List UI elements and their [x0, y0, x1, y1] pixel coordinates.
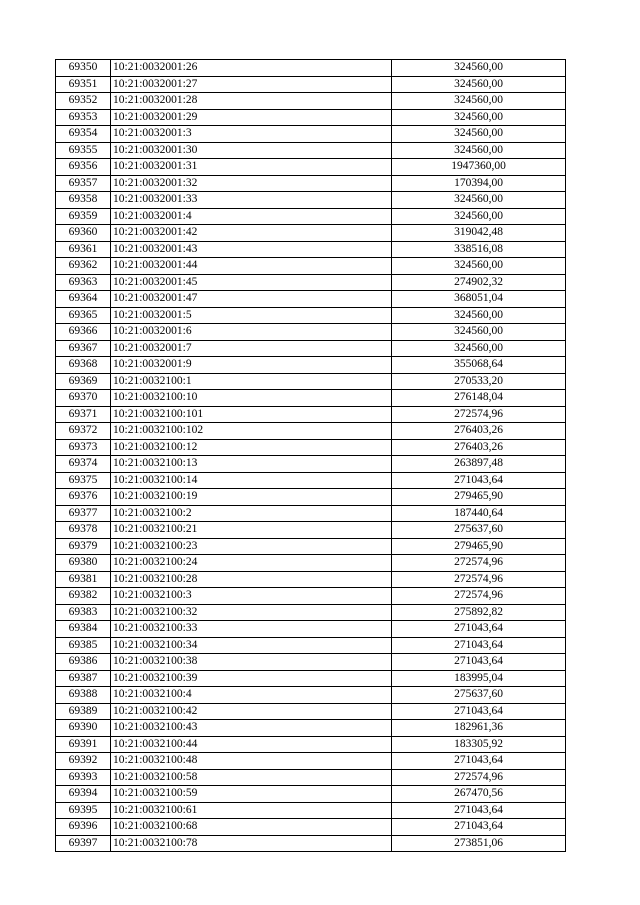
cadastral-value-cell: 275892,82: [392, 604, 566, 621]
row-number-cell: 69357: [56, 175, 111, 192]
cadastral-value-cell: 272574,96: [392, 555, 566, 572]
cadastral-value-cell: 271043,64: [392, 637, 566, 654]
cadastral-value-cell: 324560,00: [392, 324, 566, 341]
cadastral-number-cell: 10:21:0032001:43: [111, 241, 392, 258]
table-row: [56, 670, 566, 687]
row-number-cell: 69364: [56, 291, 111, 308]
cadastral-number-cell: 10:21:0032100:23: [111, 538, 392, 555]
cadastral-value-cell: 355068,64: [392, 357, 566, 374]
cadastral-value-cell: 275637,60: [392, 687, 566, 704]
cadastral-number-cell: 10:21:0032100:78: [111, 835, 392, 852]
row-number-cell: 69374: [56, 456, 111, 473]
table-row: [56, 621, 566, 638]
row-number-cell: 69369: [56, 373, 111, 390]
cadastral-number-cell: 10:21:0032001:6: [111, 324, 392, 341]
cadastral-value-cell: 263897,48: [392, 456, 566, 473]
row-number-cell: 69368: [56, 357, 111, 374]
cadastral-number-cell: 10:21:0032001:30: [111, 142, 392, 159]
row-number-cell: 69382: [56, 588, 111, 605]
cadastral-number-cell: 10:21:0032100:4: [111, 687, 392, 704]
table-row: [56, 819, 566, 836]
cadastral-value-cell: 272574,96: [392, 571, 566, 588]
table-row: [56, 736, 566, 753]
table-row: [56, 192, 566, 209]
row-number-cell: 69388: [56, 687, 111, 704]
cadastral-value-cell: 324560,00: [392, 340, 566, 357]
table-row: [56, 835, 566, 852]
cadastral-value-cell: 182961,36: [392, 720, 566, 737]
row-number-cell: 69366: [56, 324, 111, 341]
row-number-cell: 69384: [56, 621, 111, 638]
row-number-cell: 69389: [56, 703, 111, 720]
table-row: [56, 142, 566, 159]
table-row: [56, 274, 566, 291]
cadastral-value-cell: 324560,00: [392, 307, 566, 324]
cadastral-value-cell: 272574,96: [392, 769, 566, 786]
cadastral-number-cell: 10:21:0032100:42: [111, 703, 392, 720]
cadastral-value-cell: 324560,00: [392, 93, 566, 110]
cadastral-value-cell: 271043,64: [392, 654, 566, 671]
row-number-cell: 69396: [56, 819, 111, 836]
cadastral-value-cell: 271043,64: [392, 753, 566, 770]
row-number-cell: 69365: [56, 307, 111, 324]
row-number-cell: 69359: [56, 208, 111, 225]
cadastral-value-cell: 271043,64: [392, 819, 566, 836]
table-row: [56, 588, 566, 605]
cadastral-number-cell: 10:21:0032001:32: [111, 175, 392, 192]
cadastral-value-cell: 272574,96: [392, 406, 566, 423]
cadastral-value-cell: 324560,00: [392, 208, 566, 225]
row-number-cell: 69394: [56, 786, 111, 803]
table-row: [56, 340, 566, 357]
cadastral-number-cell: 10:21:0032100:32: [111, 604, 392, 621]
table-row: [56, 60, 566, 77]
row-number-cell: 69385: [56, 637, 111, 654]
cadastral-value-cell: 271043,64: [392, 621, 566, 638]
table-row: [56, 241, 566, 258]
row-number-cell: 69353: [56, 109, 111, 126]
cadastral-number-cell: 10:21:0032100:14: [111, 472, 392, 489]
cadastral-value-cell: 279465,90: [392, 489, 566, 506]
row-number-cell: 69376: [56, 489, 111, 506]
cadastral-value-cell: 324560,00: [392, 109, 566, 126]
table-row: [56, 208, 566, 225]
cadastral-number-cell: 10:21:0032100:44: [111, 736, 392, 753]
cadastral-number-cell: 10:21:0032100:10: [111, 390, 392, 407]
table-row: [56, 505, 566, 522]
cadastral-number-cell: 10:21:0032001:44: [111, 258, 392, 275]
cadastral-value-cell: 183995,04: [392, 670, 566, 687]
cadastral-value-cell: 271043,64: [392, 802, 566, 819]
cadastral-number-cell: 10:21:0032100:48: [111, 753, 392, 770]
cadastral-value-cell: 324560,00: [392, 126, 566, 143]
cadastral-number-cell: 10:21:0032100:2: [111, 505, 392, 522]
cadastral-value-cell: 368051,04: [392, 291, 566, 308]
row-number-cell: 69393: [56, 769, 111, 786]
table-row: [56, 159, 566, 176]
row-number-cell: 69372: [56, 423, 111, 440]
row-number-cell: 69358: [56, 192, 111, 209]
cadastral-number-cell: 10:21:0032001:33: [111, 192, 392, 209]
cadastral-value-cell: 183305,92: [392, 736, 566, 753]
cadastral-value-cell: 1947360,00: [392, 159, 566, 176]
row-number-cell: 69378: [56, 522, 111, 539]
table-row: [56, 93, 566, 110]
row-number-cell: 69367: [56, 340, 111, 357]
table-row: [56, 373, 566, 390]
cadastral-number-cell: 10:21:0032100:24: [111, 555, 392, 572]
cadastral-value-cell: 267470,56: [392, 786, 566, 803]
cadastral-value-cell: 276403,26: [392, 423, 566, 440]
table-row: [56, 439, 566, 456]
row-number-cell: 69397: [56, 835, 111, 852]
cadastral-value-cell: 324560,00: [392, 192, 566, 209]
cadastral-number-cell: 10:21:0032001:7: [111, 340, 392, 357]
table-row: [56, 687, 566, 704]
row-number-cell: 69361: [56, 241, 111, 258]
row-number-cell: 69391: [56, 736, 111, 753]
table-row: [56, 654, 566, 671]
row-number-cell: 69380: [56, 555, 111, 572]
cadastral-value-cell: 324560,00: [392, 142, 566, 159]
table-row: [56, 720, 566, 737]
cadastral-value-cell: 273851,06: [392, 835, 566, 852]
row-number-cell: 69381: [56, 571, 111, 588]
cadastral-number-cell: 10:21:0032100:19: [111, 489, 392, 506]
table-row: [56, 291, 566, 308]
row-number-cell: 69362: [56, 258, 111, 275]
cadastral-number-cell: 10:21:0032100:58: [111, 769, 392, 786]
cadastral-number-cell: 10:21:0032100:59: [111, 786, 392, 803]
cadastral-number-cell: 10:21:0032100:28: [111, 571, 392, 588]
row-number-cell: 69350: [56, 60, 111, 77]
cadastral-number-cell: 10:21:0032001:4: [111, 208, 392, 225]
cadastral-number-cell: 10:21:0032100:68: [111, 819, 392, 836]
row-number-cell: 69371: [56, 406, 111, 423]
row-number-cell: 69363: [56, 274, 111, 291]
row-number-cell: 69386: [56, 654, 111, 671]
table-row: [56, 406, 566, 423]
cadastral-number-cell: 10:21:0032100:1: [111, 373, 392, 390]
cadastral-number-cell: 10:21:0032001:47: [111, 291, 392, 308]
table-row: [56, 456, 566, 473]
row-number-cell: 69356: [56, 159, 111, 176]
cadastral-number-cell: 10:21:0032100:61: [111, 802, 392, 819]
row-number-cell: 69377: [56, 505, 111, 522]
row-number-cell: 69392: [56, 753, 111, 770]
table-row: [56, 522, 566, 539]
row-number-cell: 69390: [56, 720, 111, 737]
table-row: [56, 258, 566, 275]
table-row: [56, 538, 566, 555]
table-row: [56, 109, 566, 126]
cadastral-number-cell: 10:21:0032100:33: [111, 621, 392, 638]
table-row: [56, 175, 566, 192]
table-row: [56, 786, 566, 803]
cadastral-number-cell: 10:21:0032100:3: [111, 588, 392, 605]
table-row: [56, 769, 566, 786]
cadastral-value-cell: 170394,00: [392, 175, 566, 192]
table-row: [56, 423, 566, 440]
cadastral-number-cell: 10:21:0032001:45: [111, 274, 392, 291]
table-row: [56, 225, 566, 242]
cadastral-number-cell: 10:21:0032100:13: [111, 456, 392, 473]
table-row: [56, 126, 566, 143]
row-number-cell: 69355: [56, 142, 111, 159]
cadastral-number-cell: 10:21:0032100:39: [111, 670, 392, 687]
cadastral-value-cell: 274902,32: [392, 274, 566, 291]
row-number-cell: 69395: [56, 802, 111, 819]
cadastral-number-cell: 10:21:0032100:43: [111, 720, 392, 737]
cadastral-value-cell: 271043,64: [392, 472, 566, 489]
table-row: [56, 357, 566, 374]
cadastral-value-cell: 271043,64: [392, 703, 566, 720]
row-number-cell: 69352: [56, 93, 111, 110]
table-row: [56, 76, 566, 93]
cadastral-value-cell: 324560,00: [392, 76, 566, 93]
table-row: [56, 637, 566, 654]
table-row: [56, 390, 566, 407]
cadastral-number-cell: 10:21:0032100:34: [111, 637, 392, 654]
cadastral-number-cell: 10:21:0032100:101: [111, 406, 392, 423]
cadastral-value-cell: 187440,64: [392, 505, 566, 522]
row-number-cell: 69375: [56, 472, 111, 489]
cadastral-number-cell: 10:21:0032100:21: [111, 522, 392, 539]
cadastral-number-cell: 10:21:0032100:12: [111, 439, 392, 456]
cadastral-number-cell: 10:21:0032001:9: [111, 357, 392, 374]
cadastral-value-cell: 324560,00: [392, 60, 566, 77]
table-row: [56, 555, 566, 572]
row-number-cell: 69373: [56, 439, 111, 456]
row-number-cell: 69351: [56, 76, 111, 93]
cadastral-number-cell: 10:21:0032001:29: [111, 109, 392, 126]
row-number-cell: 69379: [56, 538, 111, 555]
cadastral-value-cell: 319042,48: [392, 225, 566, 242]
table-row: [56, 802, 566, 819]
table-row: [56, 753, 566, 770]
table-row: [56, 489, 566, 506]
cadastral-number-cell: 10:21:0032001:28: [111, 93, 392, 110]
cadastral-value-cell: 324560,00: [392, 258, 566, 275]
table-row: [56, 307, 566, 324]
cadastral-value-cell: 279465,90: [392, 538, 566, 555]
cadastral-number-cell: 10:21:0032100:38: [111, 654, 392, 671]
table-row: [56, 324, 566, 341]
cadastral-value-table: [55, 59, 566, 852]
cadastral-value-cell: 275637,60: [392, 522, 566, 539]
table-row: [56, 571, 566, 588]
cadastral-number-cell: 10:21:0032001:5: [111, 307, 392, 324]
cadastral-value-cell: 338516,08: [392, 241, 566, 258]
cadastral-number-cell: 10:21:0032001:42: [111, 225, 392, 242]
row-number-cell: 69354: [56, 126, 111, 143]
cadastral-number-cell: 10:21:0032001:26: [111, 60, 392, 77]
row-number-cell: 69370: [56, 390, 111, 407]
row-number-cell: 69383: [56, 604, 111, 621]
table-row: [56, 703, 566, 720]
cadastral-value-cell: 270533,20: [392, 373, 566, 390]
row-number-cell: 69360: [56, 225, 111, 242]
cadastral-number-cell: 10:21:0032100:102: [111, 423, 392, 440]
cadastral-number-cell: 10:21:0032001:31: [111, 159, 392, 176]
cadastral-number-cell: 10:21:0032001:3: [111, 126, 392, 143]
cadastral-value-cell: 276148,04: [392, 390, 566, 407]
cadastral-number-cell: 10:21:0032001:27: [111, 76, 392, 93]
table-body: [56, 60, 566, 852]
row-number-cell: 69387: [56, 670, 111, 687]
table-row: [56, 604, 566, 621]
table-row: [56, 472, 566, 489]
cadastral-value-cell: 272574,96: [392, 588, 566, 605]
cadastral-value-cell: 276403,26: [392, 439, 566, 456]
